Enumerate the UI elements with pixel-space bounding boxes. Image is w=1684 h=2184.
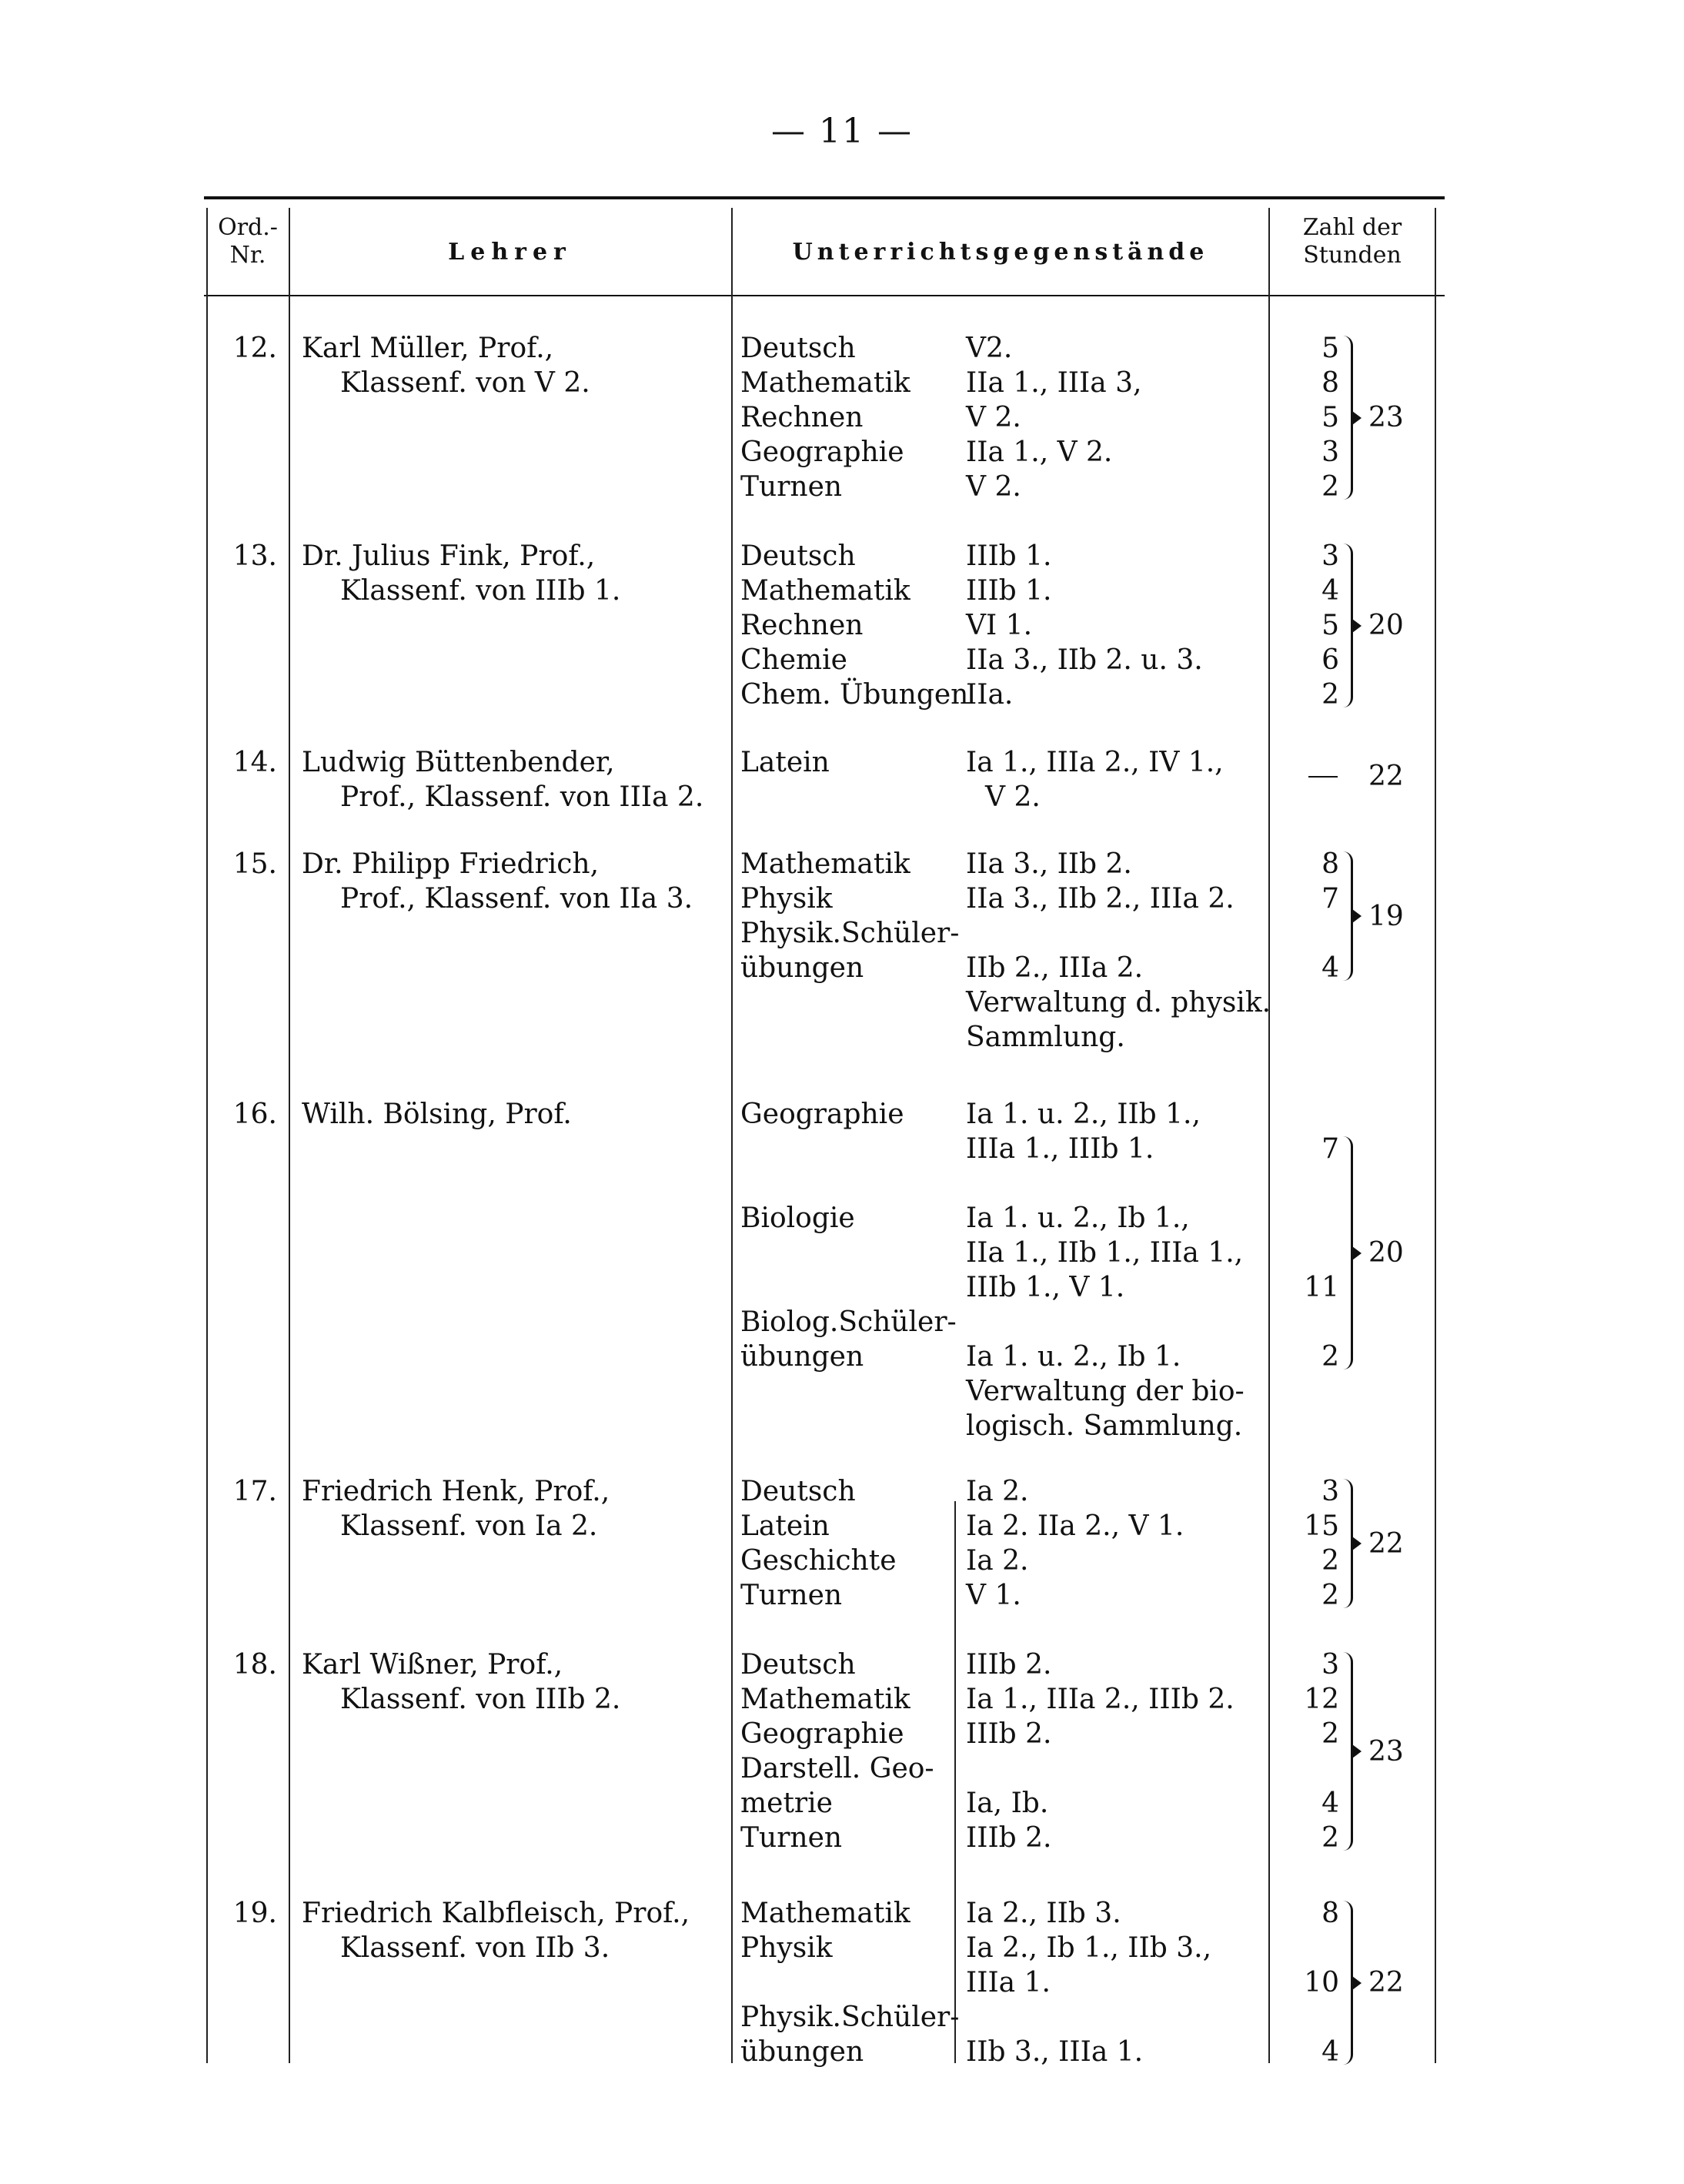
- subject-classes: Sammlung.: [966, 1022, 1125, 1053]
- subject: Darstell. Geo-: [740, 1753, 934, 1784]
- subject-classes: IIa 3., IIb 2., IIIa 2.: [966, 883, 1235, 915]
- total-hours: 20: [1368, 1237, 1404, 1269]
- subject-classes: Ia, Ib.: [966, 1788, 1049, 1819]
- subject-hours: 3: [1321, 436, 1339, 468]
- subject-classes: IIa 1., IIIa 3,: [966, 367, 1142, 399]
- subject-hours: 3: [1321, 1649, 1339, 1681]
- subject-hours: 4: [1321, 2036, 1339, 2068]
- subject-hours: 2: [1321, 1580, 1339, 1611]
- teacher-name-line1: Dr. Philipp Friedrich,: [302, 848, 600, 880]
- subject: metrie: [740, 1788, 833, 1819]
- subject-classes: IIIb 1.: [966, 540, 1052, 572]
- subject-classes: V2.: [966, 333, 1013, 364]
- subject: Rechnen: [740, 402, 864, 433]
- subject: Physik.Schüler-: [740, 918, 960, 949]
- subject-classes: Ia 1. u. 2., Ib 1.: [966, 1341, 1181, 1373]
- subject-hours: 2: [1321, 1341, 1339, 1373]
- subject: Mathematik: [740, 848, 910, 880]
- teacher-name: [302, 539, 725, 608]
- subject: Biolog.Schüler-: [740, 1306, 957, 1338]
- header-ord-nr-line2: Nr.: [229, 242, 266, 269]
- subject-classes: IIIb 2.: [966, 1718, 1052, 1750]
- subject-hours: 4: [1321, 952, 1339, 984]
- subject-hours: 11: [1304, 1272, 1339, 1303]
- subject: Geographie: [740, 1099, 904, 1130]
- column-divider-hours: [1268, 208, 1270, 2063]
- ord-nr: 15.: [232, 848, 277, 880]
- subject-hours: 3: [1321, 1476, 1339, 1507]
- subject-hours: 3: [1321, 540, 1339, 572]
- subject-classes: IIb 2., IIIa 2.: [966, 952, 1144, 984]
- teacher-name: [302, 331, 725, 400]
- teacher-name-line1: Dr. Julius Fink, Prof.,: [302, 540, 596, 572]
- hours-brace-tip: [1352, 1537, 1362, 1550]
- subject: Physik.Schüler-: [740, 2002, 960, 2033]
- hours-brace-tip: [1352, 411, 1362, 425]
- subject-classes: Ia 2. IIa 2., V 1.: [966, 1510, 1184, 1542]
- subject-hours: 8: [1321, 1898, 1339, 1929]
- teacher-class-line: Klassenf. von Ia 2.: [340, 1510, 598, 1542]
- total-hours: 22: [1368, 1527, 1404, 1560]
- header-subjects: Unterrichtsgegenstände: [792, 239, 1209, 266]
- hours-dash: [1308, 776, 1338, 778]
- subject-classes: IIIa 1., IIIb 1.: [966, 1133, 1154, 1165]
- teacher-name: [302, 1896, 725, 1965]
- teacher-name-line1: Karl Müller, Prof.,: [302, 333, 554, 364]
- teacher-name-line1: Friedrich Kalbfleisch, Prof.,: [302, 1898, 690, 1929]
- subject: Physik: [740, 1932, 833, 1964]
- subject-classes: IIa.: [966, 679, 1014, 711]
- hours-brace-tip: [1352, 1246, 1362, 1260]
- ord-nr: 19.: [232, 1898, 277, 1929]
- teacher-class-line: Prof., Klassenf. von IIa 3.: [340, 883, 693, 915]
- teacher-class-line: Prof., Klassenf. von IIIa 2.: [340, 781, 704, 813]
- subject-classes: V 2.: [985, 781, 1041, 813]
- total-hours: 19: [1368, 900, 1404, 932]
- column-divider-nr: [289, 208, 290, 2063]
- ord-nr: 14.: [232, 747, 277, 778]
- subject-classes: IIb 3., IIIa 1.: [966, 2036, 1144, 2068]
- table-header-rule: [204, 295, 1445, 296]
- subject-classes: IIIb 1., V 1.: [966, 1272, 1125, 1303]
- subject-classes: V 1.: [966, 1580, 1021, 1611]
- teacher-class-line: Klassenf. von IIb 3.: [340, 1932, 610, 1964]
- subject: Geographie: [740, 436, 904, 468]
- ord-nr: 18.: [232, 1649, 277, 1681]
- subject-classes: IIIb 2.: [966, 1822, 1052, 1854]
- subject-classes: Verwaltung der bio-: [966, 1376, 1245, 1407]
- subject-classes: Ia 2., IIb 3.: [966, 1898, 1121, 1929]
- subject-classes: IIa 1., IIb 1., IIIa 1.,: [966, 1237, 1244, 1269]
- teacher-name-line1: Ludwig Büttenbender,: [302, 747, 615, 778]
- teacher-name-line1: Friedrich Henk, Prof.,: [302, 1476, 610, 1507]
- subject-hours: 8: [1321, 367, 1339, 399]
- ord-nr: 16.: [232, 1099, 277, 1130]
- subject: übungen: [740, 2036, 864, 2068]
- subject-hours: 4: [1321, 575, 1339, 607]
- subject-classes: VI 1.: [966, 610, 1033, 641]
- subject: Chem. Übungen: [740, 679, 969, 711]
- subject: Mathematik: [740, 1684, 910, 1715]
- subject: Turnen: [740, 1580, 843, 1611]
- subject-hours: 2: [1321, 471, 1339, 503]
- subject-hours: 7: [1321, 1133, 1339, 1165]
- subject: Deutsch: [740, 333, 856, 364]
- header-ord-nr-line1: Ord.-: [218, 214, 278, 241]
- total-hours: 23: [1368, 402, 1404, 433]
- hours-brace-tip: [1352, 619, 1362, 633]
- subject: Chemie: [740, 644, 847, 676]
- subject: Geschichte: [740, 1545, 897, 1577]
- header-teacher: Lehrer: [448, 239, 572, 266]
- subject-hours: 15: [1304, 1510, 1339, 1542]
- subject: Mathematik: [740, 367, 910, 399]
- subject: Mathematik: [740, 575, 910, 607]
- teacher-name-line1: Wilh. Bölsing, Prof.: [302, 1099, 572, 1130]
- total-hours: 20: [1368, 610, 1404, 641]
- subject: Physik: [740, 883, 833, 915]
- subject-hours: 12: [1304, 1684, 1339, 1715]
- subject-classes: Ia 1., IIIa 2., IV 1.,: [966, 747, 1224, 778]
- subject-classes: IIIa 1.: [966, 1967, 1051, 1998]
- subject-hours: 10: [1304, 1967, 1339, 1998]
- subject-hours: 5: [1321, 402, 1339, 433]
- subject-classes: V 2.: [966, 402, 1021, 433]
- subject: Geographie: [740, 1718, 904, 1750]
- subject-hours: 2: [1321, 1545, 1339, 1577]
- ord-nr: 13.: [232, 540, 277, 572]
- subject: übungen: [740, 1341, 864, 1373]
- table-right-border: [1435, 208, 1436, 2063]
- hours-brace-tip: [1352, 909, 1362, 923]
- total-hours: 22: [1368, 761, 1404, 792]
- teacher-class-line: Klassenf. von IIIb 2.: [340, 1684, 621, 1715]
- header-hours-line2: Stunden: [1303, 242, 1402, 269]
- table-left-border: [206, 208, 208, 2063]
- teacher-name: [302, 1474, 725, 1544]
- teacher-name: [302, 1097, 725, 1132]
- subject-hours: 5: [1321, 610, 1339, 641]
- subject-hours: 5: [1321, 333, 1339, 364]
- teacher-name: [302, 745, 725, 814]
- subject-classes: IIa 3., IIb 2. u. 3.: [966, 644, 1203, 676]
- teacher-name: [302, 847, 725, 916]
- subject-classes: logisch. Sammlung.: [966, 1410, 1243, 1442]
- header-hours-line1: Zahl der: [1302, 214, 1402, 241]
- subject: Mathematik: [740, 1898, 910, 1929]
- subject-classes: Ia 2.: [966, 1545, 1029, 1577]
- page-number: — 11 —: [771, 112, 913, 151]
- ord-nr: 12.: [232, 333, 277, 364]
- subject: Deutsch: [740, 540, 856, 572]
- table-top-rule: [204, 196, 1445, 199]
- subject: Turnen: [740, 471, 843, 503]
- subject-classes: Ia 1. u. 2., IIb 1.,: [966, 1099, 1201, 1130]
- subject-hours: 6: [1321, 644, 1339, 676]
- subject-hours: 2: [1321, 679, 1339, 711]
- subject: Rechnen: [740, 610, 864, 641]
- subject: übungen: [740, 952, 864, 984]
- subject-classes: Ia 1., IIIa 2., IIIb 2.: [966, 1684, 1235, 1715]
- subject-classes: IIIb 1.: [966, 575, 1052, 607]
- teacher-name: [302, 1647, 725, 1717]
- teacher-class-line: Klassenf. von V 2.: [340, 367, 590, 399]
- subject-classes: Verwaltung d. physik.: [966, 987, 1271, 1018]
- subject: Deutsch: [740, 1649, 856, 1681]
- subject-classes: IIa 3., IIb 2.: [966, 848, 1132, 880]
- ord-nr: 17.: [232, 1476, 277, 1507]
- subject-classes: Ia 2., Ib 1., IIb 3.,: [966, 1932, 1212, 1964]
- subject: Turnen: [740, 1822, 843, 1854]
- total-hours: 22: [1368, 1967, 1404, 1998]
- subject-classes: Ia 1. u. 2., Ib 1.,: [966, 1202, 1190, 1234]
- subject-classes: V 2.: [966, 471, 1021, 503]
- subject-hours: 2: [1321, 1718, 1339, 1750]
- total-hours: 23: [1368, 1735, 1404, 1768]
- subject: Latein: [740, 1510, 830, 1542]
- subject-classes: IIa 1., V 2.: [966, 436, 1113, 468]
- teacher-class-line: Klassenf. von IIIb 1.: [340, 575, 621, 607]
- subject-hours: 7: [1321, 883, 1339, 915]
- hours-brace-tip: [1352, 1976, 1362, 1990]
- subject-hours: 8: [1321, 848, 1339, 880]
- hours-brace-tip: [1352, 1744, 1362, 1758]
- header-ord-nr: [209, 214, 286, 269]
- subject: Latein: [740, 747, 830, 778]
- column-divider-subjects: [731, 208, 733, 2063]
- header-hours: [1271, 214, 1433, 269]
- subject-classes: Ia 2.: [966, 1476, 1029, 1507]
- subject: Biologie: [740, 1202, 855, 1234]
- subject-classes: IIIb 2.: [966, 1649, 1052, 1681]
- subject-hours: 4: [1321, 1788, 1339, 1819]
- subject: Deutsch: [740, 1476, 856, 1507]
- teacher-name-line1: Karl Wißner, Prof.,: [302, 1649, 563, 1681]
- subject-hours: 2: [1321, 1822, 1339, 1854]
